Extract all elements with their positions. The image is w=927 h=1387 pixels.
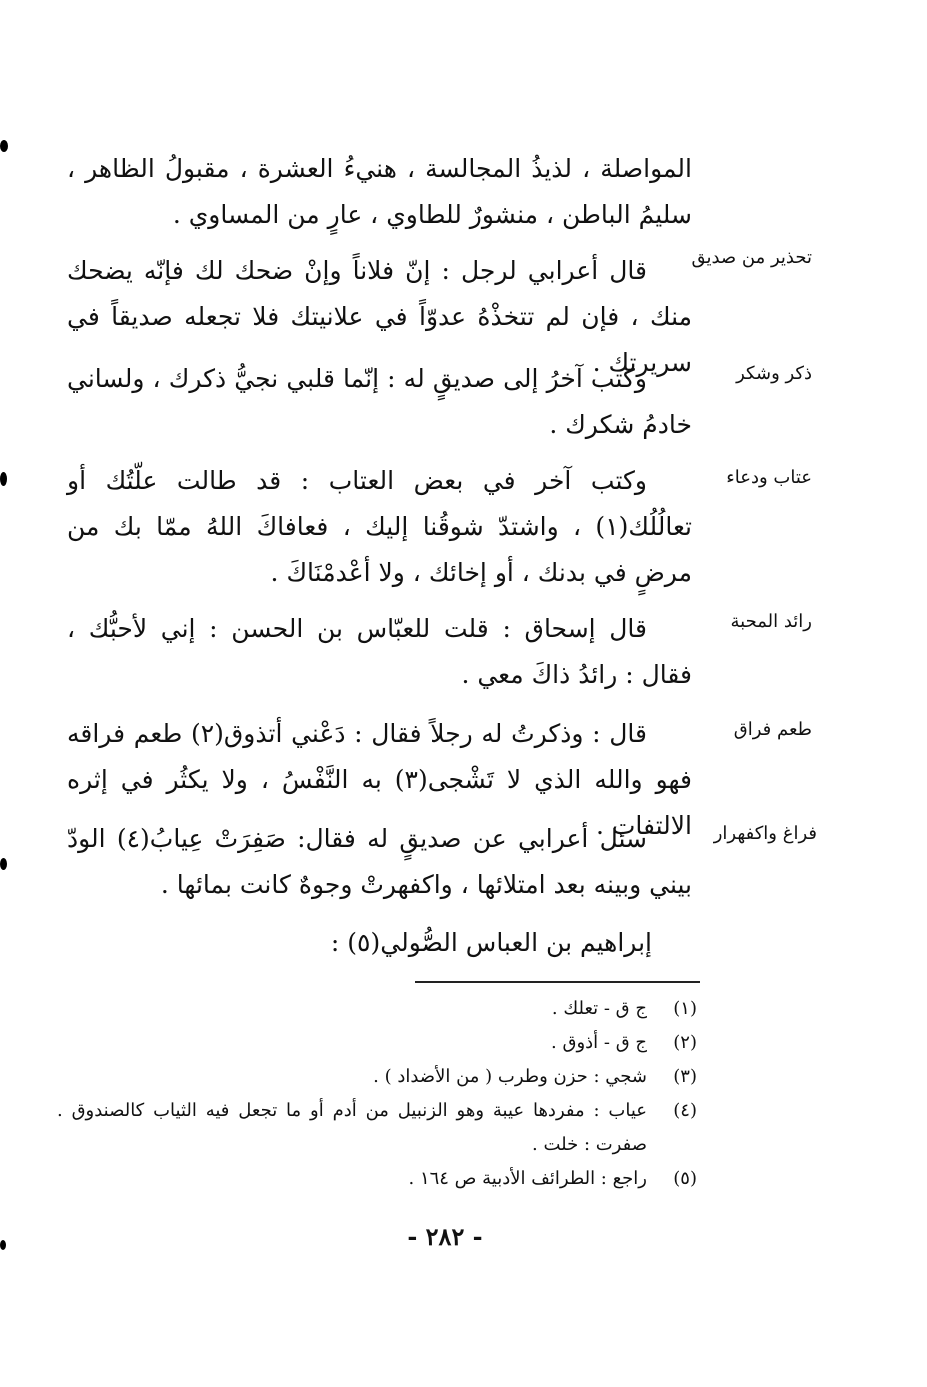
paragraph-continuation: المواصلة ، لذيذُ المجالسة ، هنيءُ العشرة ، مقبولُ الظاهر ، سليمُ الباطن ، منشورٌ للطاوي ، عارٍ من المساوي . [67, 154, 692, 229]
footnote [57, 1162, 697, 1196]
margin-heading: رائد المحبة [730, 611, 812, 632]
footnote-separator [415, 981, 700, 983]
margin-heading: طعم فراق [733, 719, 812, 740]
paragraph: قال أعرابي لرجل : إنّ فلاناً وإنْ ضحك لك فإنّه يضحك منك ، فإن لم تتخذْهُ عدوّاً في علانيتك فلا تجعله صديقاً في سريرتك . [67, 256, 692, 377]
paragraph: سئل أعرابي عن صديقٍ له فقال: صَفِرَتْ عِيابُ(٤) الودّ بيني وبينه بعد امتلائها ، واكفهرتْ وجوهٌ كانت بمائها . [67, 824, 692, 899]
margin-heading: تحذير من صديق [691, 247, 812, 268]
footnote-text: ج ق - تعلك . [551, 998, 647, 1019]
margin-heading: فراغ واكفهرار [713, 823, 817, 844]
paragraph: قال : وذكرتُ له رجلاً فقال : دَعْني أتذوق(٢) طعم فراقه فهو والله الذي لا تَشْجى(٣) به النَّفْسُ ، ولا يكثُر في إثره الالتفات . [67, 719, 692, 840]
footnote-text: راجع : الطرائف الأدبية ص ١٦٤ . [408, 1168, 647, 1189]
scan-edge-mark [0, 1240, 6, 1250]
footnote-number: (١) [673, 998, 697, 1019]
footnote [57, 1026, 697, 1060]
footnote-text: شجي : حزن وطرب ( من الأضداد ) . [373, 1066, 647, 1087]
scan-edge-mark [0, 140, 8, 152]
verse-introduction: إبراهيم بن العباس الصُّولي(٥) : [330, 928, 652, 957]
footnote [57, 1060, 697, 1094]
footnote-number: (٥) [673, 1168, 697, 1189]
footnote-text: ج ق - أذوق . [551, 1032, 647, 1053]
scan-edge-mark [0, 472, 7, 486]
paragraph: وكتب آخر في بعض العتاب : قد طالت علّتُك أو تعالُلُك(١) ، واشتدّ شوقُنا إليك ، فعافاكَ اللهُ ممّا بك من مرضٍ في بدنك ، أو إخائك ، ولا أعْدمْنَاكَ . [67, 466, 692, 587]
footnote-number: (٤) [673, 1100, 697, 1121]
margin-heading: عتاب ودعاء [726, 467, 812, 488]
footnote-number: (٢) [673, 1032, 697, 1053]
scan-edge-mark [0, 858, 7, 870]
margin-heading: ذكر وشكر [736, 363, 812, 384]
footnote-text: عياب : مفردها عيبة وهو الزنبيل من أدم أو ما تجعل فيه الثياب كالصندوق . صفرت : خلت . [57, 1100, 647, 1155]
page-number: - ٢٨٢ - [407, 1222, 483, 1251]
footnote [57, 1094, 697, 1162]
paragraph: وكتب آخرُ إلى صديقٍ له : إنّما قلبي نجيُّ ذكرك ، ولساني خادمُ شكرك . [67, 364, 692, 439]
footnote [57, 992, 697, 1026]
paragraph: قال إسحاق : قلت للعبّاس بن الحسن : إني لأحبُّك ، فقال : رائدُ ذاكَ معي . [67, 614, 692, 689]
footnote-number: (٣) [673, 1066, 697, 1087]
